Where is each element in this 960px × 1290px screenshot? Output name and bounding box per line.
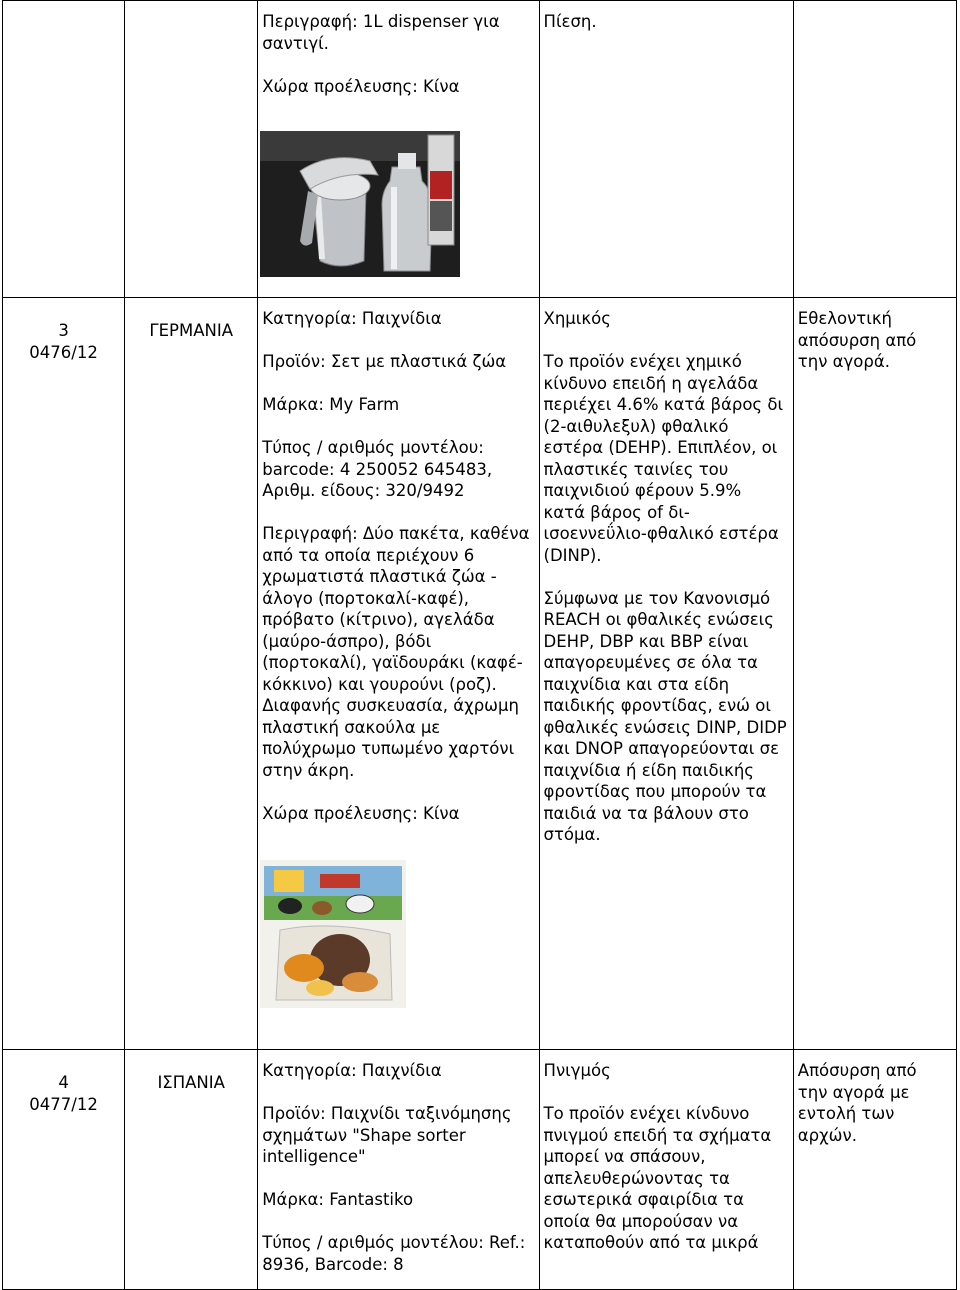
risk-type: Πίεση. <box>543 12 597 31</box>
measure-cell <box>793 298 956 1050</box>
product-table <box>2 0 957 1290</box>
product-origin: Χώρα προέλευσης: Κίνα <box>262 76 460 96</box>
product-name: Προϊόν: Σετ με πλαστικά ζώα <box>262 352 507 371</box>
measure-cell <box>793 1 956 298</box>
risk-cell <box>539 1050 793 1290</box>
country-name: ΓΕΡΜΑΝΙΑ <box>149 321 233 340</box>
number-cell <box>3 1050 125 1290</box>
country-name: ΙΣΠΑΝΙΑ <box>157 1073 225 1092</box>
plastic-animals-photo <box>260 860 406 1008</box>
measure-text: Απόσυρση από την αγορά με εντολή των αρχών. <box>797 1061 917 1145</box>
risk-regulation: Σύμφωνα με τον Κανονισμό REACH οι φθαλικές ενώσεις DEHP, DBP και BBP είναι απαγορευμένες σε όλα τα παιχνίδια και στα είδη παιδικής φροντίδας, ενώ οι φθαλικές ενώσεις DINP, DIDP και DNOP απαγορεύονται σε παιχνίδια ή είδη παιδικής φροντίδας που μπορούν τα παιδιά να τα βάλουν στο στόμα. <box>543 588 787 844</box>
product-brand: Μάρκα: Fantastiko <box>262 1190 414 1209</box>
table-row <box>3 1 957 298</box>
product-category: Κατηγορία: Παιχνίδια <box>262 309 442 328</box>
product-name: Προϊόν: Παιχνίδι ταξινόμησης σχημάτων "Shape sorter intelligence" <box>262 1104 512 1166</box>
product-cell <box>258 1050 539 1290</box>
risk-cell <box>539 298 793 1050</box>
product-cell <box>258 298 539 1050</box>
country-cell <box>125 298 258 1050</box>
country-cell <box>125 1050 258 1290</box>
risk-cell <box>539 1 793 298</box>
row-number: 4 <box>58 1073 69 1092</box>
risk-description: Το προϊόν ενέχει χημικό κίνδυνο επειδή η αγελάδα περιέχει 4.6% κατά βάρος δι (2-αιθυλεξυλ) φθαλικό εστέρα (DEHP). Επιπλέον, οι πλαστικές ταινίες του παιχνιδιού φέρουν 5.9% κατά βάρος of δι-ισοεννεΰλιο-φθαλικό εστέρα (DINP). <box>543 352 784 565</box>
row-reference: 0477/12 <box>29 1094 98 1114</box>
product-origin: Χώρα προέλευσης: Κίνα <box>262 803 460 823</box>
risk-type: Χημικός <box>543 309 611 328</box>
table-row <box>3 298 957 1050</box>
measure-text: Εθελοντική απόσυρση από την αγορά. <box>797 309 917 371</box>
number-cell <box>3 298 125 1050</box>
product-model: Τύπος / αριθμός μοντέλου: Ref.: 8936, Barcode: 8 <box>262 1233 526 1274</box>
row-number: 3 <box>58 321 69 340</box>
number-cell <box>3 1 125 298</box>
risk-description: Το προϊόν ενέχει κίνδυνο πνιγμού επειδή τα σχήματα μπορεί να σπάσουν, απελευθερώνοντας τα εσωτερικά σφαιρίδια τα οποία θα μπορούσαν να καταποθούν από τα μικρά <box>543 1104 772 1252</box>
row-reference: 0476/12 <box>29 342 98 362</box>
product-brand: Μάρκα: My Farm <box>262 395 400 414</box>
product-model: Τύπος / αριθμός μοντέλου: barcode: 4 250052 645483, Αριθμ. είδους: 320/9492 <box>262 438 493 500</box>
risk-type: Πνιγμός <box>543 1061 611 1080</box>
cream-dispenser-photo <box>260 131 460 277</box>
country-cell <box>125 1 258 298</box>
product-description: Περιγραφή: Δύο πακέτα, καθένα από τα οποία περιέχουν 6 χρωματιστά πλαστικά ζώα - άλογο (πορτοκαλί-καφέ), πρόβατο (κίτρινο), αγελάδα (μαύρο-άσπρο), βόδι (πορτοκαλί), γαϊδουράκι (καφέ- κόκκινο) και γουρούνι (ροζ). Διαφανής συσκευασία, άχρωμη πλαστική σακούλα με πολύχρωμο τυπωμένο χαρτόνι στην άκρη. <box>262 524 530 780</box>
product-cell <box>258 1 539 298</box>
product-description: Περιγραφή: 1L dispenser για σαντιγί. <box>262 12 500 53</box>
table-row <box>3 1050 957 1290</box>
measure-cell <box>793 1050 956 1290</box>
product-category: Κατηγορία: Παιχνίδια <box>262 1061 442 1080</box>
